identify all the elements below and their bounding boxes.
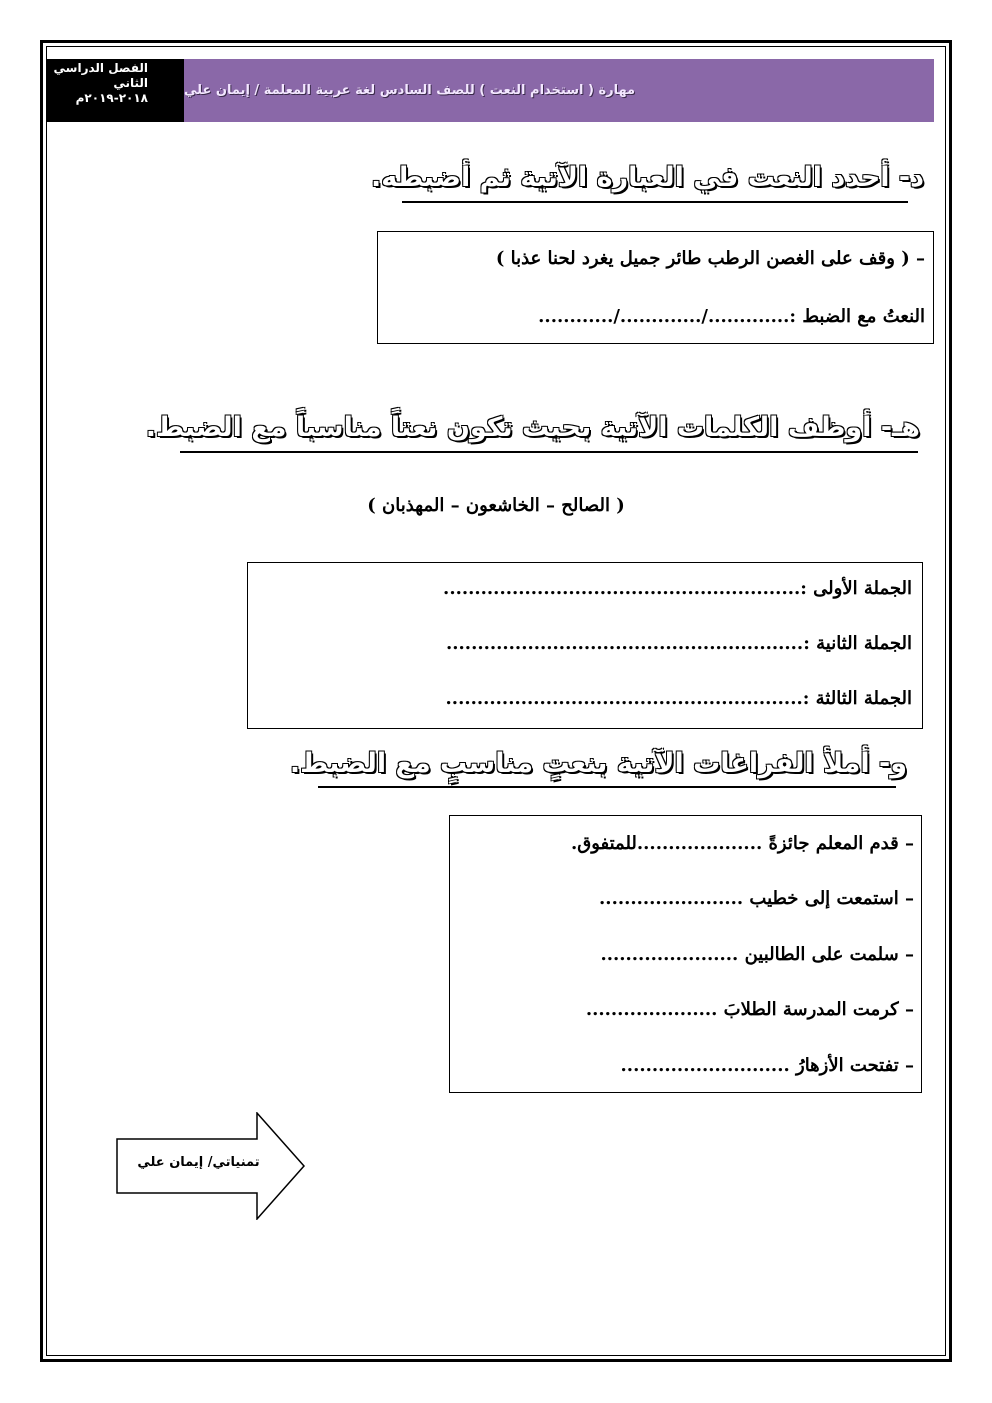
section-d-underline xyxy=(402,201,908,203)
section-h-heading: هـ- أوظف الكلمات الآتية بحيث تكون نعتاً مناسباً مع الضبط. xyxy=(145,412,920,443)
fill-item-5[interactable]: – تفتحت الأزهارُ ........................... xyxy=(620,1055,914,1076)
section-w-underline xyxy=(318,786,896,788)
fill-item-1[interactable]: – قدم المعلم جائزةً ....................للمتفوق. xyxy=(570,833,914,854)
fill-item-2[interactable]: – استمعت إلى خطيب ....................... xyxy=(599,888,914,909)
sentence-line-1[interactable]: الجملة الأولى :......................................................... xyxy=(443,578,912,599)
sentence-line-2[interactable]: الجملة الثانية :......................................................... xyxy=(446,633,912,654)
arrow-label: تمنياتي/ إيمان علي xyxy=(137,1155,260,1170)
term-label: الفصل الدراسي الثاني ٢٠١٨-٢٠١٩م xyxy=(47,59,184,122)
section-d-sentence: – ( وقف على الغصن الرطب طائر جميل يغرد لحنا عذبا ) xyxy=(495,248,925,269)
section-d-answer-line[interactable]: النعتُ مع الضبط :............./............./............ xyxy=(538,306,925,327)
section-w-heading: و- أملأ الفراغات الآتية بنعتٍ مناسبٍ مع الضبط. xyxy=(289,748,907,779)
header-banner xyxy=(184,59,934,122)
sentence-line-3[interactable]: الجملة الثالثة :......................................................... xyxy=(445,688,912,709)
word-list: ( الصالح – الخاشعون – المهذبان ) xyxy=(367,495,625,516)
fill-item-4[interactable]: – كرمت المدرسة الطلابَ ..................... xyxy=(585,999,914,1020)
fill-item-3[interactable]: – سلمت على الطالبين ...................... xyxy=(600,944,914,965)
subject-line: مهارة ( استخدام النعت ) للصف السادس لغة عربية المعلمة / إيمان علي xyxy=(184,83,636,98)
section-h-underline xyxy=(180,451,918,453)
section-d-heading: د- أحدد النعت في العبارة الآتية ثم أضبطه. xyxy=(370,162,924,193)
